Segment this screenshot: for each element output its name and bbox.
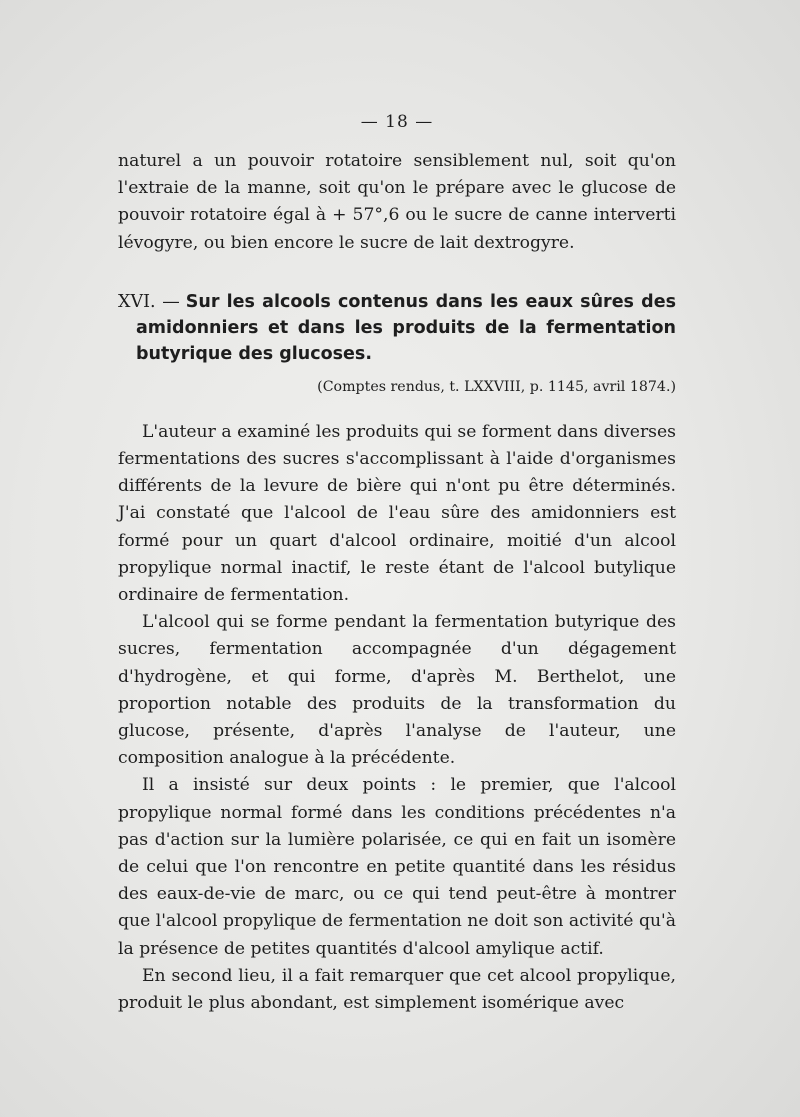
section-heading (118, 289, 676, 367)
citation: (Comptes rendus, t. LXXVIII, p. 1145, avril 1874.) (317, 378, 676, 395)
page-content (118, 112, 676, 1017)
section-number: XVI. — (118, 291, 180, 312)
body-paragraph-4: En second lieu, il a fait remarquer que cet alcool propylique, produit le plus abondant, est simplement isomérique avec (118, 965, 676, 1014)
section-title: Sur les alcools contenus dans les eaux sûres des amidonniers et dans les produits de la fermentation butyrique des glucoses. (136, 291, 676, 364)
intro-paragraph: naturel a un pouvoir rotatoire sensiblement nul, soit qu'on l'extraie de la manne, soit qu'on le prépare avec le glucose de pouvoir rotatoire égal à + 57°,6 ou le sucre de canne interverti lévogyre, ou bien encore le sucre de lait dextrogyre. (118, 151, 676, 253)
body-paragraph-1: L'auteur a examiné les produits qui se forment dans diverses fermentations des sucres s'accomplissant à l'aide d'organismes différents de la levure de bière qui n'ont pu être déterminés. J'ai constaté que l'alcool de l'eau sûre des amidonniers est formé pour un quart d'alcool ordinaire, moitié d'un alcool propylique normal inactif, le reste étant de l'alcool butylique ordinaire de fermentation. (118, 421, 676, 606)
body-paragraph-3: Il a insisté sur deux points : le premier, que l'alcool propylique normal formé dans les conditions précédentes n'a pas d'action sur la lumière polarisée, ce qui en fait un isomère de celui que l'on rencontre en petite quantité dans les résidus des eaux-de-vie de marc, ou ce qui tend peut-être à montrer que l'alcool propylique de fermentation ne doit son activité qu'à la présence de petites quantités d'alcool amylique actif. (118, 775, 676, 959)
page-number: — 18 — (360, 112, 434, 132)
body-paragraph-2: L'alcool qui se forme pendant la fermentation butyrique des sucres, fermentation accompagnée d'un dégagement d'hydrogène, et qui forme, d'après M. Berthelot, une proportion notable des produits de la transformation du glucose, présente, d'après l'analyse de l'auteur, une composition analogue à la précédente. (118, 612, 676, 769)
